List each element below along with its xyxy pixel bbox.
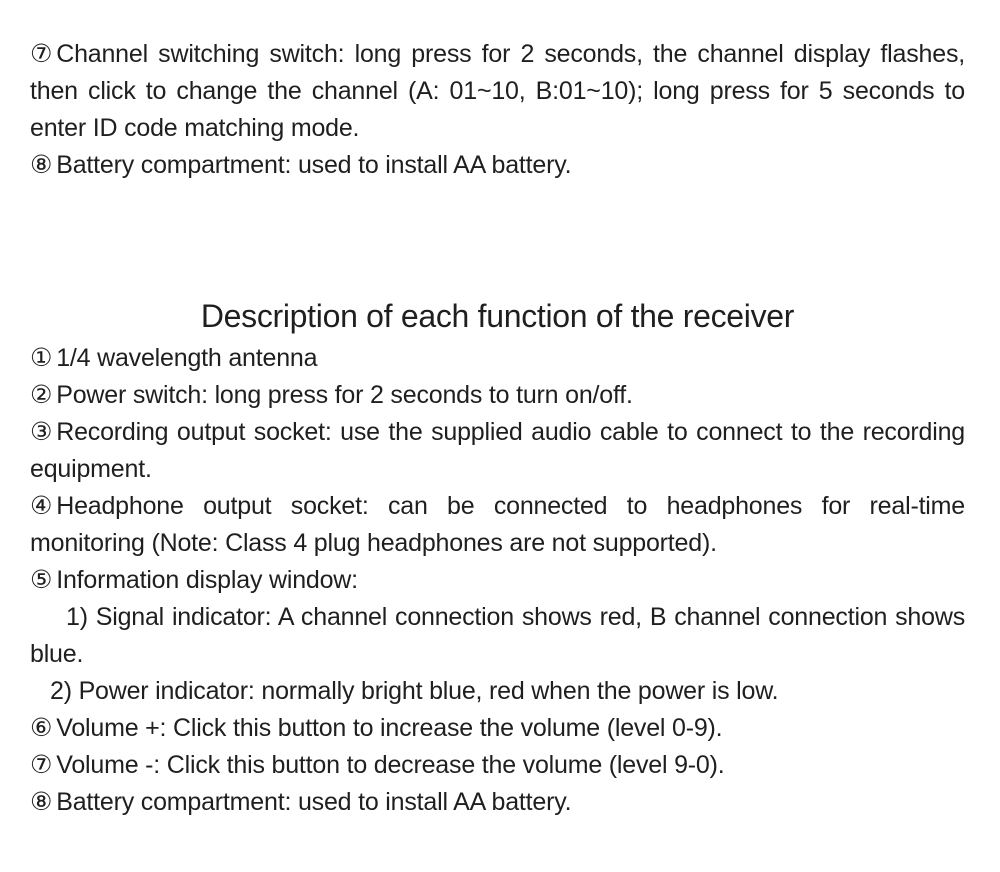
item-number-1: ① bbox=[30, 344, 53, 372]
item-number-7: ⑦ bbox=[30, 40, 53, 68]
item-number-3: ③ bbox=[30, 418, 53, 446]
item-text: Information display window: bbox=[56, 566, 358, 594]
receiver-item-6 bbox=[30, 710, 965, 747]
receiver-item-4 bbox=[30, 488, 965, 562]
item-number-4: ④ bbox=[30, 492, 53, 520]
item-text: Volume +: Click this button to increase the volume (level 0-9). bbox=[56, 714, 723, 742]
receiver-item-8 bbox=[30, 784, 965, 821]
item-number-6: ⑥ bbox=[30, 714, 53, 742]
item-text: Volume -: Click this button to decrease the volume (level 9-0). bbox=[56, 751, 725, 779]
receiver-item-3 bbox=[30, 414, 965, 488]
item-text: Battery compartment: used to install AA battery. bbox=[56, 151, 572, 179]
item-number-5: ⑤ bbox=[30, 566, 53, 594]
receiver-subitem-power-indicator bbox=[30, 673, 965, 710]
item-text: Power switch: long press for 2 seconds to turn on/off. bbox=[56, 381, 633, 409]
receiver-item-2 bbox=[30, 377, 965, 414]
item-text: Headphone output socket: can be connected to headphones for real-time monitoring (Note: Class 4 plug headphones are not supported). bbox=[30, 492, 965, 557]
receiver-item-5 bbox=[30, 562, 965, 599]
item-number-2: ② bbox=[30, 381, 53, 409]
transmitter-item-7 bbox=[30, 36, 965, 147]
manual-page bbox=[30, 36, 965, 821]
item-text: 1) Signal indicator: A channel connection shows red, B channel connection shows blue. bbox=[30, 603, 965, 668]
item-text: 2) Power indicator: normally bright blue, red when the power is low. bbox=[50, 677, 779, 705]
item-number-7: ⑦ bbox=[30, 751, 53, 779]
item-number-8: ⑧ bbox=[30, 151, 53, 179]
item-text: Battery compartment: used to install AA battery. bbox=[56, 788, 572, 816]
transmitter-item-8 bbox=[30, 147, 965, 184]
receiver-subitem-signal-indicator bbox=[30, 599, 965, 673]
item-text: Channel switching switch: long press for 2 seconds, the channel display flashes, then click to change the channel (A: 01~10, B:01~10); long press for 5 seconds to enter ID code matching mode. bbox=[30, 40, 965, 142]
receiver-item-1 bbox=[30, 340, 965, 377]
section-spacer bbox=[30, 184, 965, 294]
receiver-item-7 bbox=[30, 747, 965, 784]
item-text: Recording output socket: use the supplied audio cable to connect to the recording equipment. bbox=[30, 418, 965, 483]
receiver-heading: Description of each function of the receiver bbox=[200, 298, 795, 334]
item-text: 1/4 wavelength antenna bbox=[56, 344, 318, 372]
item-number-8: ⑧ bbox=[30, 788, 53, 816]
